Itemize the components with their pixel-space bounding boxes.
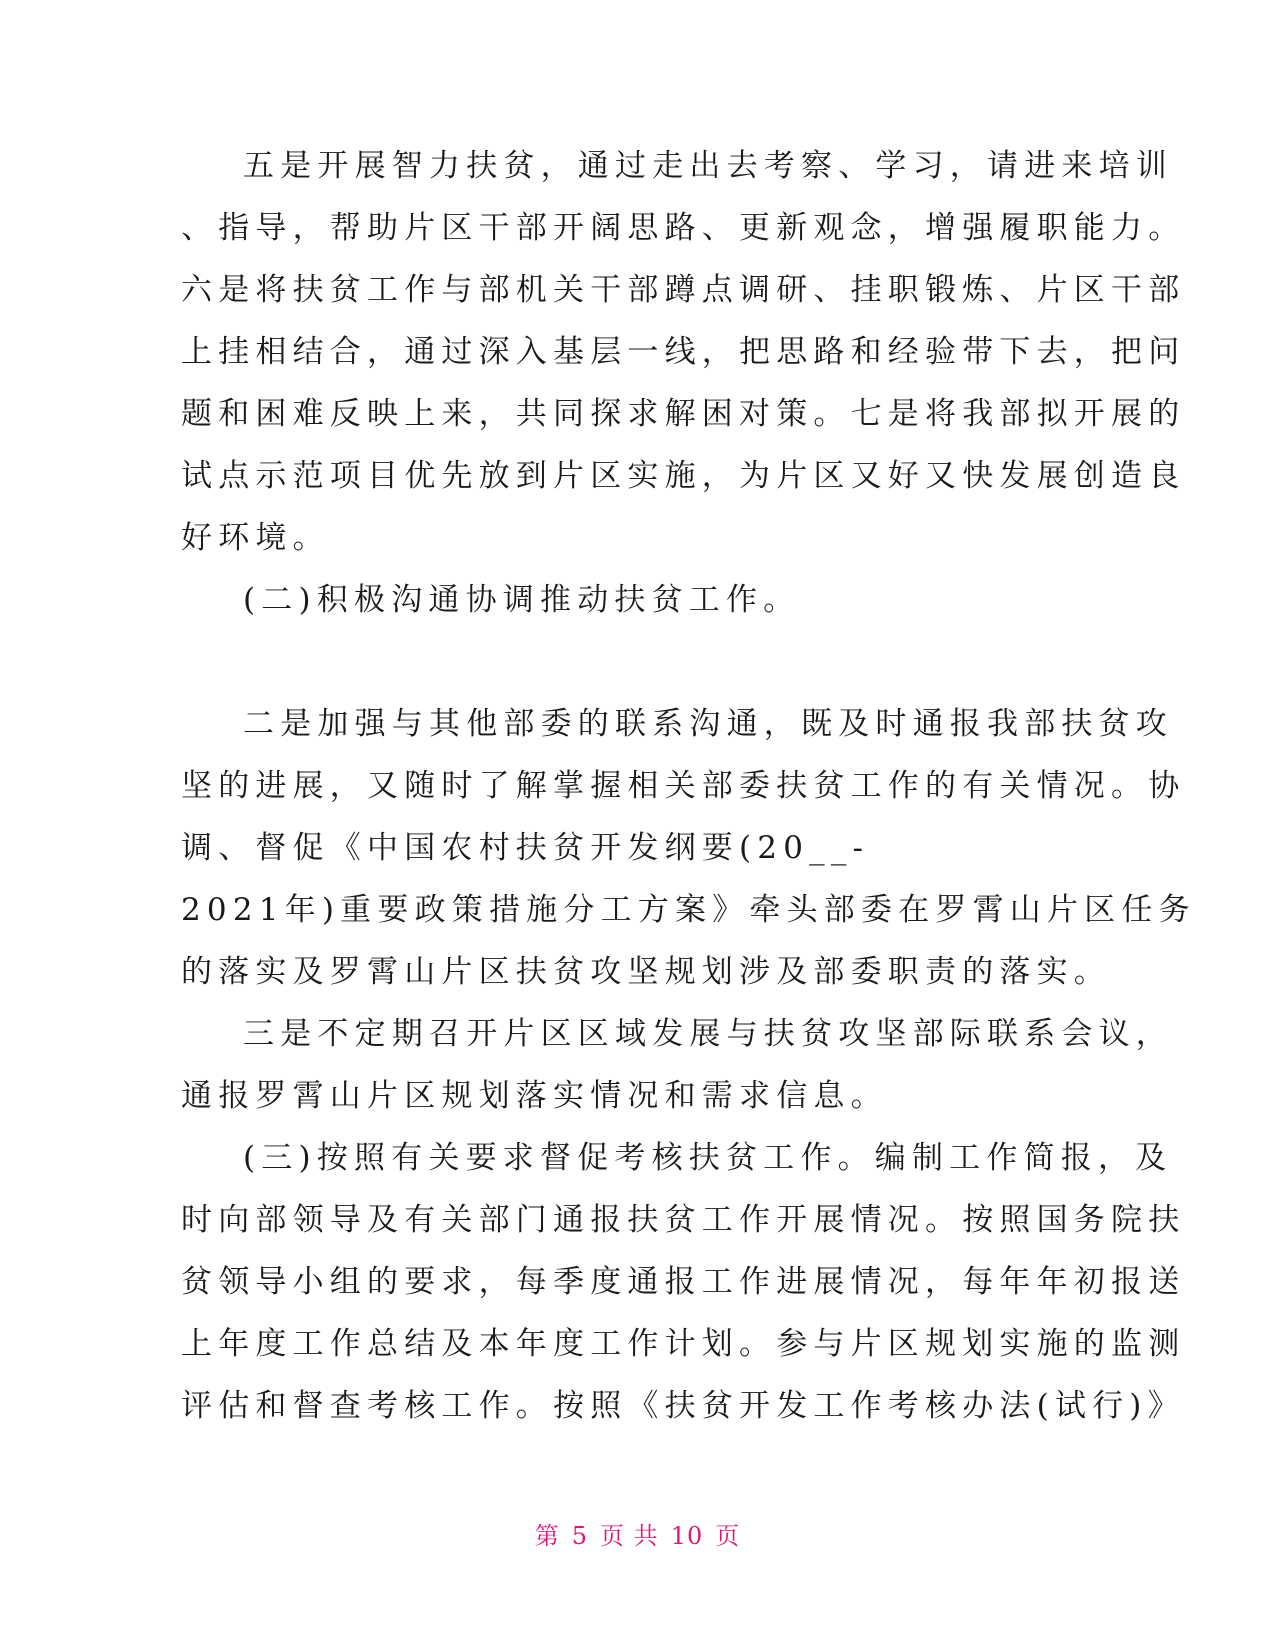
text-line: 的落实及罗霄山片区扶贫攻坚规划涉及部委职责的落实。 <box>181 954 1111 990</box>
text-line: (三)按照有关要求督促考核扶贫工作。编制工作简报，及 <box>243 1140 1173 1176</box>
footer-suffix: 页 <box>715 1522 741 1550</box>
text-line: 好环境。 <box>181 520 330 556</box>
text-line: 时向部领导及有关部门通报扶贫工作开展情况。按照国务院扶 <box>181 1202 1186 1238</box>
total-page-number: 10 <box>670 1522 704 1550</box>
text-line: 二是加强与其他部委的联系沟通，既及时通报我部扶贫攻 <box>243 706 1173 742</box>
text-line: 上挂相结合，通过深入基层一线，把思路和经验带下去，把问 <box>181 334 1186 370</box>
footer-prefix: 第 <box>534 1522 560 1550</box>
text-line: 、指导，帮助片区干部开阔思路、更新观念，增强履职能力。 <box>181 210 1186 246</box>
text-line: 调、督促《中国农村扶贫开发纲要(20__- <box>181 830 870 866</box>
text-line: 六是将扶贫工作与部机关干部蹲点调研、挂职锻炼、片区干部 <box>181 272 1186 308</box>
text-line: 上年度工作总结及本年度工作计划。参与片区规划实施的监测 <box>181 1326 1186 1362</box>
text-line: 三是不定期召开片区区域发展与扶贫攻坚部际联系会议， <box>243 1016 1173 1052</box>
text-line: 评估和督查考核工作。按照《扶贫开发工作考核办法(试行)》 <box>181 1388 1185 1424</box>
text-line: 试点示范项目优先放到片区实施，为片区又好又快发展创造良 <box>181 458 1186 494</box>
text-line: 坚的进展，又随时了解掌握相关部委扶贫工作的有关情况。协 <box>181 768 1186 804</box>
text-line: 五是开展智力扶贫，通过走出去考察、学习，请进来培训 <box>243 148 1173 184</box>
text-line: 题和困难反映上来，共同探求解困对策。七是将我部拟开展的 <box>181 396 1186 432</box>
text-line: (二)积极沟通协调推动扶贫工作。 <box>243 582 801 618</box>
text-line: 贫领导小组的要求，每季度通报工作进展情况，每年年初报送 <box>181 1264 1186 1300</box>
text-line: 通报罗霄山片区规划落实情况和需求信息。 <box>181 1078 888 1114</box>
page-number-footer <box>0 1516 1275 1551</box>
footer-middle: 页 共 <box>600 1522 659 1550</box>
current-page-number: 5 <box>571 1522 589 1550</box>
text-line: 2021年)重要政策措施分工方案》牵头部委在罗霄山片区任务 <box>181 892 1196 928</box>
